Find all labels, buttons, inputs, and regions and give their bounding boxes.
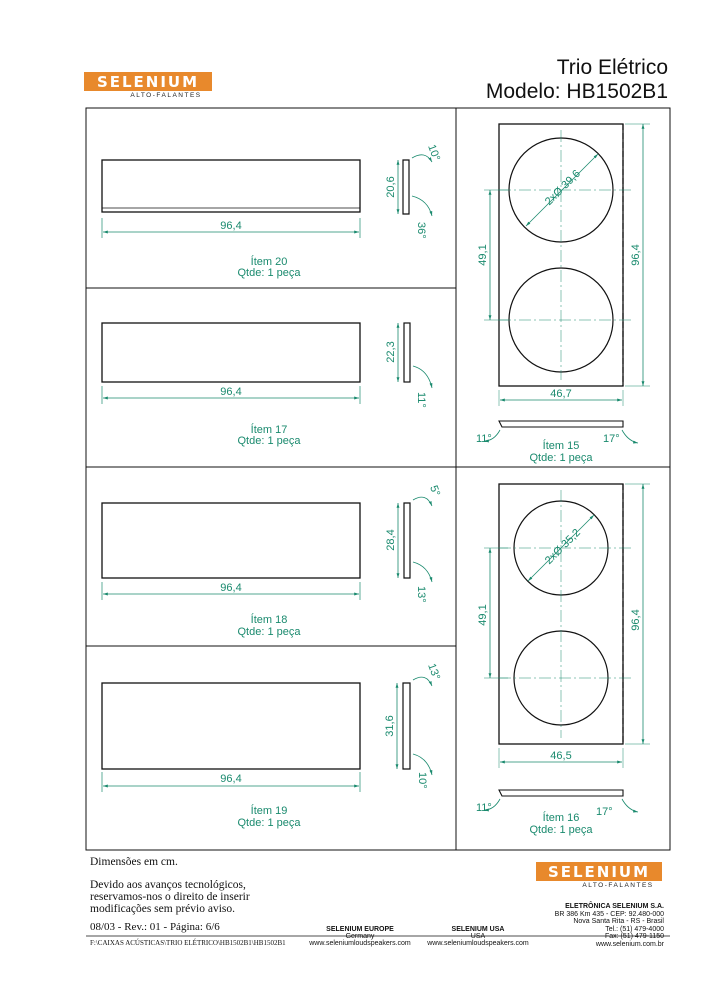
company-address-1: BR 386 Km 435 - CEP: 92.480-000 <box>554 910 664 918</box>
item-15-diameter: 2xØ 39,6 <box>542 167 583 208</box>
item-19-height: 31,6 <box>384 715 396 737</box>
europe-web: www.seleniumloudspeakers.com <box>309 940 411 947</box>
disclaimer-line-3: modificações sem prévio aviso. <box>90 903 235 915</box>
item-20-height: 20,6 <box>385 176 397 198</box>
item-17-panel <box>102 323 360 382</box>
item-17-profile <box>404 323 410 382</box>
item-18-label: Ítem 18 <box>250 614 288 626</box>
item-15-width: 46,7 <box>550 388 572 400</box>
item-18-angle-bottom: 13° <box>415 586 427 603</box>
drawing-frame <box>86 108 670 850</box>
item-15-spacing: 49,1 <box>477 244 489 266</box>
europe-country: Germany <box>345 933 375 940</box>
disclaimer-line-1: Devido aos avanços tecnológicos, <box>90 879 246 891</box>
item-19-angle-bottom: 10° <box>416 772 428 789</box>
item-19-drawing <box>102 662 442 829</box>
item-20-angle-bottom: 36° <box>415 222 427 239</box>
europe-block <box>300 926 420 947</box>
company-tel: Tel.: (51) 479-4000 <box>605 925 664 933</box>
item-20-qty: Qtde: 1 peça <box>237 267 301 279</box>
company-fax: Fax: (51) 479-1150 <box>604 933 664 940</box>
item-18-qty: Qtde: 1 peça <box>237 626 301 638</box>
disclaimer-line-2: reservamos-nos o direito de inserir <box>90 891 250 903</box>
item-19-angle-top: 13° <box>425 661 443 682</box>
item-15-height: 96,4 <box>630 244 642 266</box>
item-19-qty: Qtde: 1 peça <box>237 817 301 829</box>
item-20-profile <box>403 160 409 214</box>
footer-logo-wordmark: SELENIUM <box>547 863 651 881</box>
revision-info: 08/03 - Rev.: 01 - Página: 6/6 <box>90 921 220 933</box>
item-20-panel <box>102 160 360 212</box>
item-18-panel <box>102 503 360 578</box>
item-19-profile <box>403 683 410 769</box>
logo-wordmark: SELENIUM <box>96 73 200 91</box>
page-title: Trio Elétrico <box>556 56 668 79</box>
item-18-profile <box>404 503 410 578</box>
item-19-label: Ítem 19 <box>250 805 288 817</box>
item-15-angle-right: 17° <box>603 433 620 445</box>
item-15-qty: Qtde: 1 peça <box>529 452 593 464</box>
item-16-width: 46,5 <box>550 750 572 762</box>
item-17-drawing <box>102 323 432 447</box>
company-web: www.selenium.com.br <box>595 940 664 948</box>
item-17-length: 96,4 <box>220 386 242 398</box>
item-18-drawing <box>102 484 442 638</box>
item-20-angle-top: 10° <box>425 142 443 163</box>
usa-country: USA <box>470 933 486 940</box>
item-16-height: 96,4 <box>630 609 642 631</box>
item-18-height: 28,4 <box>385 529 397 551</box>
selenium-logo-footer <box>536 862 662 881</box>
item-20-drawing <box>102 143 442 279</box>
item-20-length: 96,4 <box>220 220 242 232</box>
item-19-length: 96,4 <box>220 773 242 785</box>
item-15-drawing <box>476 124 650 464</box>
item-16-spacing: 49,1 <box>477 604 489 626</box>
company-name: ELETRÔNICA SELENIUM S.A. <box>565 903 664 910</box>
dimensions-note: Dimensões em cm. <box>90 856 178 868</box>
item-16-profile <box>499 790 623 796</box>
item-16-drawing <box>476 484 650 836</box>
usa-block <box>418 926 538 947</box>
item-16-diameter: 2xØ 35,2 <box>542 526 583 567</box>
file-path: F:\CAIXAS ACÚSTICAS\TRIO ELÉTRICO\HB1502B1\HB1502B1 <box>90 939 286 947</box>
usa-web: www.seleniumloudspeakers.com <box>427 940 529 947</box>
item-17-label: Ítem 17 <box>250 424 288 436</box>
item-16-angle-left: 11° <box>476 802 492 814</box>
item-16-qty: Qtde: 1 peça <box>529 824 593 836</box>
item-17-height: 22,3 <box>385 341 397 363</box>
europe-title: SELENIUM EUROPE <box>326 926 394 933</box>
item-15-label: Ítem 15 <box>542 440 580 452</box>
logo-tagline: ALTO-FALANTES <box>130 92 202 99</box>
item-16-angle-right: 17° <box>596 806 613 818</box>
item-16-label: Ítem 16 <box>542 812 580 824</box>
item-15-profile <box>499 421 623 427</box>
usa-title: SELENIUM USA <box>451 926 505 933</box>
item-19-panel <box>102 683 360 769</box>
footer-logo-tagline: ALTO-FALANTES <box>582 882 654 889</box>
item-17-angle-bottom: 11° <box>415 392 427 408</box>
item-17-qty: Qtde: 1 peça <box>237 435 301 447</box>
item-15-angle-left: 11° <box>476 433 492 445</box>
item-20-label: Ítem 20 <box>250 256 288 268</box>
item-18-length: 96,4 <box>220 582 242 594</box>
company-block <box>540 903 664 948</box>
item-18-angle-top: 5° <box>427 483 443 498</box>
company-address-2: Nova Santa Rita - RS - Brasil <box>573 918 664 925</box>
page-subtitle: Modelo: HB1502B1 <box>485 80 668 103</box>
